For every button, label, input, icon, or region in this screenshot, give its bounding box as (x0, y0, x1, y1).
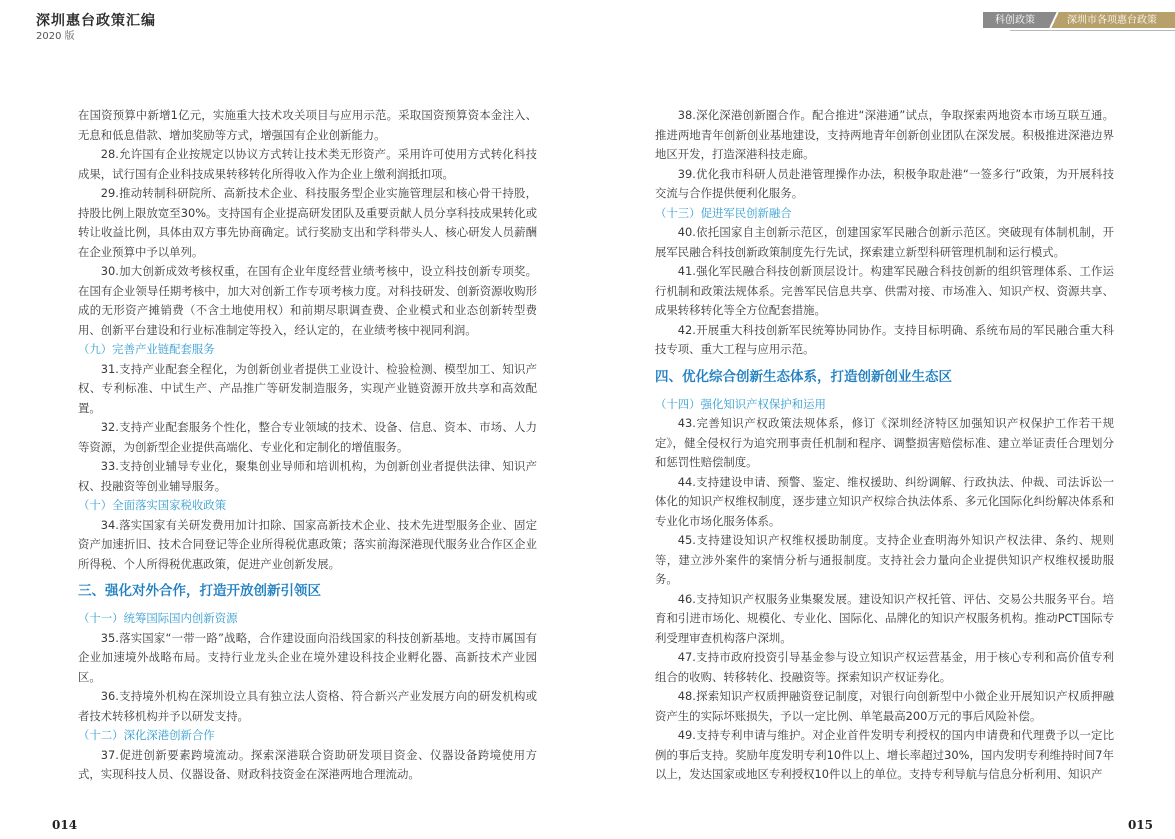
paragraph: 49.支持专利申请与维护。对企业首件发明专利授权的国内申请费和代理费予以一定比例的事后支持。奖励年度发明专利10件以上、增长率超过30%，国内发明专利维持时间7年以上，发达国家或地区专利授权10件以上的单位。支持专利导航与信息分析利用、知识产 (655, 728, 1114, 781)
edition-year: 2020 版 (36, 31, 75, 42)
subsection-heading: （十）全面落实国家税收政策 (78, 498, 227, 512)
paragraph: 29.推动转制科研院所、高新技术企业、科技服务型企业实施管理层和核心骨干持股，持股比例上限放宽至30%。支持国有企业提高研发团队及重要贡献人员分享科技成果转化或转让收益比例，具体由双方事先协商确定。试行奖励支出和学科带头人、核心研发人员薪酬在企业预算中予以单列。 (78, 186, 537, 259)
subsection-heading: （十三）促进军民创新融合 (655, 205, 792, 220)
right-column (655, 106, 1114, 785)
paragraph: 40.依托国家自主创新示范区，创建国家军民融合创新示范区。突破现有体制机制，开展军民融合科技创新政策制度先行先试，探索建立新型科研管理机制和运行模式。 (655, 225, 1114, 259)
paragraph: 43.完善知识产权政策法规体系，修订《深圳经济特区加强知识产权保护工作若干规定》，健全侵权行为追究刑事责任机制和程序、调整损害赔偿标准、建立举证责任合理划分和惩罚性赔偿制度。 (655, 416, 1114, 469)
paragraph: 38.深化深港创新圈合作。配合推进“深港通”试点，争取探索两地资本市场互联互通。推进两地青年创新创业基地建设，支持两地青年创新创业团队在深发展。积极推进深港边界地区开发，打造深港科技走廊。 (655, 108, 1114, 161)
paragraph: 32.支持产业配套服务个性化，整合专业领域的技术、设备、信息、资本、市场、人力等资源，为创新型企业提供高端化、专业化和定制化的增值服务。 (78, 420, 537, 454)
header-tabs (983, 12, 1175, 28)
paragraph: 42.开展重大科技创新军民统筹协同协作。支持目标明确、系统布局的军民融合重大科技专项、重大工程与应用示范。 (655, 322, 1114, 356)
paragraph: 41.强化军民融合科技创新顶层设计。构建军民融合科技创新的组织管理体系、工作运行机制和政策法规体系。完善军民信息共享、供需对接、市场准入、知识产权、资源共享、成果转移转化等全方位配套措施。 (655, 264, 1114, 317)
subsection-heading: （十一）统筹国际国内创新资源 (78, 611, 238, 625)
page-number-left: 014 (52, 818, 78, 832)
paragraph: 45.支持建设知识产权维权援助制度。支持企业查明海外知识产权法律、条约、规则等，建立涉外案件的案情分析与通报制度。支持社会力量向企业提供知识产权维权援助服务。 (655, 533, 1114, 586)
paragraph: 在国资预算中新增1亿元，实施重大技术攻关项目与应用示范。采取国资预算资本金注入、无息和低息借款、增加奖励等方式，增强国有企业创新能力。 (78, 108, 537, 142)
paragraph: 34.落实国家有关研发费用加计扣除、国家高新技术企业、技术先进型服务企业、固定资产加速折旧、技术合同登记等企业所得税优惠政策；落实前海深港现代服务业合作区企业所得税、个人所得税优惠政策，促进产业创新发展。 (78, 517, 537, 571)
section-heading: 三、强化对外合作，打造开放创新引领区 (78, 583, 321, 599)
book-title: 深圳惠台政策汇编 (36, 13, 156, 29)
left-column (78, 106, 537, 785)
paragraph: 37.促进创新要素跨境流动。探索深港联合资助研发项目资金、仪器设备跨境使用方式，实现科技人员、仪器设备、财政科技资金在深港两地合理流动。 (78, 747, 537, 781)
paragraph: 28.允许国有企业按规定以协议方式转让技术类无形资产。采用许可使用方式转化科技成果，试行国有企业科技成果转移转化所得收入作为企业上缴利润抵扣项。 (78, 147, 537, 181)
paragraph: 39.优化我市科研人员赴港管理操作办法，积极争取赴港“一签多行”政策，为开展科技交流与合作提供便利化服务。 (655, 166, 1114, 200)
page-number-right: 015 (1127, 818, 1153, 832)
subsection-heading: （十四）强化知识产权保护和运用 (655, 396, 826, 411)
paragraph: 44.支持建设申请、预警、鉴定、维权援助、纠纷调解、行政执法、仲裁、司法诉讼一体化的知识产权维权制度，逐步建立知识产权综合执法体系、多元化国际化纠纷解决体系和专业化市场化服务体系。 (655, 474, 1114, 528)
tab-separator (1047, 12, 1061, 28)
section-heading: 四、优化综合创新生态体系，打造创新创业生态区 (655, 368, 952, 385)
subsection-heading: （十二）深化深港创新合作 (78, 728, 215, 742)
paragraph: 36.支持境外机构在深圳设立具有独立法人资格、符合新兴产业发展方向的研发机构或者技术转移机构并予以研发支持。 (78, 689, 537, 723)
paragraph: 30.加大创新成效考核权重，在国有企业年度经营业绩考核中，设立科技创新专项奖。在国有企业领导任期考核中，加大对创新工作专项考核力度。对科技研发、创新资源收购形成的无形资产摊销费（不含土地使用权）和前期尽职调查费、企业模式和业态创新转型费用、创新平台建设和行业标准制定等投入，经认定的，在业绩考核中视同利润。 (78, 264, 537, 337)
tab-category: 科创政策 (983, 12, 1047, 28)
paragraph: 46.支持知识产权服务业集聚发展。建设知识产权托管、评估、交易公共服务平台。培育和引进市场化、规模化、专业化、国际化、品牌化的知识产权服务机构。推动PCT国际专利受理审查机构落户深圳。 (655, 591, 1114, 645)
paragraph: 35.落实国家“一带一路”战略，合作建设面向沿线国家的科技创新基地。支持市属国有企业加速境外战略布局。支持行业龙头企业在境外建设科技企业孵化器、高新技术产业园区。 (78, 630, 537, 684)
tab-section: 深圳市各项惠台政策 (1061, 12, 1175, 28)
paragraph: 47.支持市政府投资引导基金参与设立知识产权运营基金，用于核心专利和高价值专利组合的收购、转移转化、投融资等。探索知识产权证券化。 (655, 650, 1114, 684)
subsection-heading: （九）完善产业链配套服务 (78, 342, 215, 356)
paragraph: 33.支持创业辅导专业化，聚集创业导师和培训机构，为创新创业者提供法律、知识产权、投融资等创业辅导服务。 (78, 459, 537, 493)
paragraph: 31.支持产业配套全程化，为创新创业者提供工业设计、检验检测、模型加工、知识产权、专利标准、中试生产、产品推广等研发制造服务，实现产业链资源开放共享和高效配置。 (78, 361, 537, 415)
paragraph: 48.探索知识产权质押融资登记制度，对银行向创新型中小微企业开展知识产权质押融资产生的实际坏账损失，予以一定比例、单笔最高200万元的事后风险补偿。 (655, 689, 1114, 723)
header-divider (1010, 30, 1175, 31)
